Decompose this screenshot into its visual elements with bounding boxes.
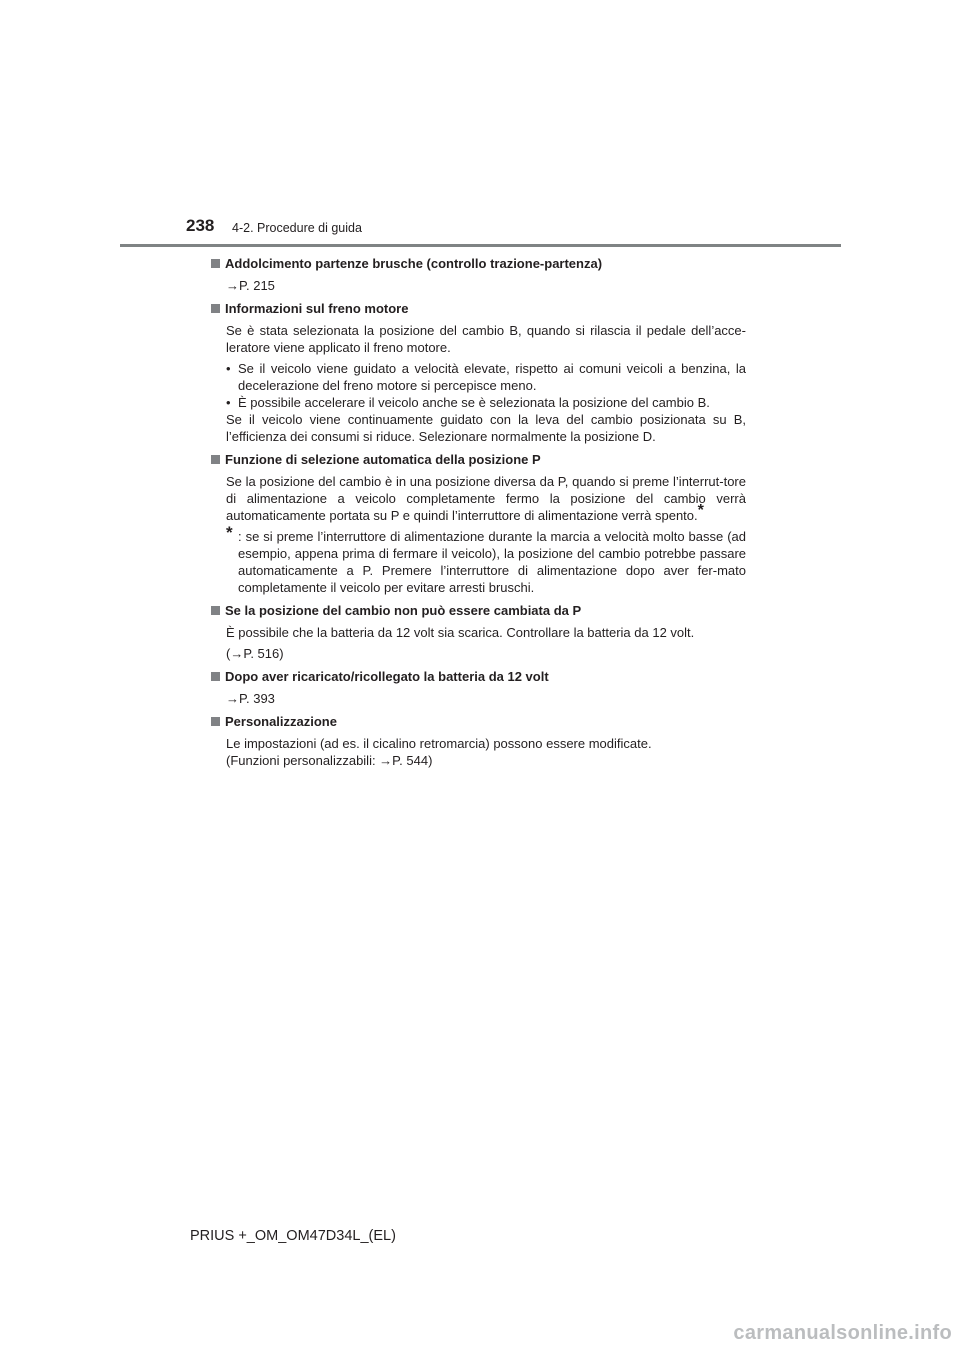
page-reference-link[interactable]: (→P. 516) xyxy=(226,646,284,661)
paragraph xyxy=(226,473,746,524)
paragraph: Se il veicolo viene continuamente guidato con la leva del cambio posizionata su B, l’efficienza dei consumi si riduce. Selezionare normalmente la posizione D. xyxy=(226,412,746,444)
paragraph: È possibile che la batteria da 12 volt sia scarica. Controllare la batteria da 12 volt. xyxy=(226,625,695,640)
square-bullet-icon xyxy=(211,672,220,681)
list-item-text: Se il veicolo viene guidato a velocità elevate, rispetto ai comuni veicoli a benzina, la decelerazione del freno motore si percepisce meno. xyxy=(238,361,746,393)
page-content xyxy=(211,255,746,775)
paragraph-text: Se la posizione del cambio è in una posizione diversa da P, quando si preme l’interrut-tore di alimentazione a veicolo completamente fermo la posizione del cambio verrà automaticamente portata su P e quindi l’interruttore di alimentazione verrà spento. xyxy=(226,474,746,523)
section-heading xyxy=(211,300,746,318)
footnote-star: * xyxy=(226,523,233,542)
section-heading xyxy=(211,255,746,273)
square-bullet-icon xyxy=(211,455,220,464)
heading-text: Personalizzazione xyxy=(225,714,337,729)
footnote xyxy=(226,523,746,596)
page-reference-link[interactable]: →P. 393 xyxy=(226,691,275,706)
header-divider xyxy=(120,244,841,247)
section-heading xyxy=(211,713,746,731)
section-personalizzazione xyxy=(211,713,746,769)
heading-text: Dopo aver ricaricato/ricollegato la batteria da 12 volt xyxy=(225,669,549,684)
square-bullet-icon xyxy=(211,304,220,313)
section-partenze xyxy=(211,255,746,294)
paragraph: Se è stata selezionata la posizione del cambio B, quando si rilascia il pedale dell’acce-leratore viene applicato il freno motore. xyxy=(226,323,746,355)
footnote-text: : se si preme l’interruttore di alimentazione durante la marcia a velocità molto basse (ad esempio, appena prima di fermare il veicolo), la posizione del cambio potrebbe passare automaticamente a P. Premere l’interruttore di alimentazione dopo aver fer-mato completamente il veicolo per evitare arresti bruschi. xyxy=(238,529,746,595)
section-batteria xyxy=(211,668,746,707)
section-heading xyxy=(211,451,746,469)
bullet-dot-icon: • xyxy=(226,395,231,410)
bullet-list xyxy=(226,360,746,411)
page-reference-link[interactable]: (Funzioni personalizzabili: →P. 544) xyxy=(226,753,433,768)
page-reference-link[interactable]: →P. 215 xyxy=(226,278,275,293)
heading-text: Funzione di selezione automatica della posizione P xyxy=(225,452,541,467)
list-item xyxy=(226,394,746,411)
square-bullet-icon xyxy=(211,606,220,615)
bullet-dot-icon: • xyxy=(226,361,231,376)
footnote-marker: * xyxy=(697,502,704,519)
square-bullet-icon xyxy=(211,259,220,268)
paragraph: Le impostazioni (ad es. il cicalino retromarcia) possono essere modificate. xyxy=(226,736,652,751)
section-cambio-p xyxy=(211,602,746,662)
heading-text: Se la posizione del cambio non può essere cambiata da P xyxy=(225,603,582,618)
section-freno-motore xyxy=(211,300,746,445)
list-item-text: È possibile accelerare il veicolo anche se è selezionata la posizione del cambio B. xyxy=(238,395,710,410)
document-code: PRIUS +_OM_OM47D34L_(EL) xyxy=(190,1228,396,1244)
heading-text: Informazioni sul freno motore xyxy=(225,301,409,316)
section-selezione-p xyxy=(211,451,746,596)
square-bullet-icon xyxy=(211,717,220,726)
section-heading xyxy=(211,602,746,620)
list-item xyxy=(226,360,746,394)
heading-text: Addolcimento partenze brusche (controllo trazione-partenza) xyxy=(225,256,603,271)
section-heading xyxy=(211,668,746,686)
watermark: carmanualsonline.info xyxy=(733,1322,952,1344)
page-header xyxy=(0,0,960,250)
page-number: 238 xyxy=(186,216,215,235)
section-label: 4-2. Procedure di guida xyxy=(232,221,362,235)
